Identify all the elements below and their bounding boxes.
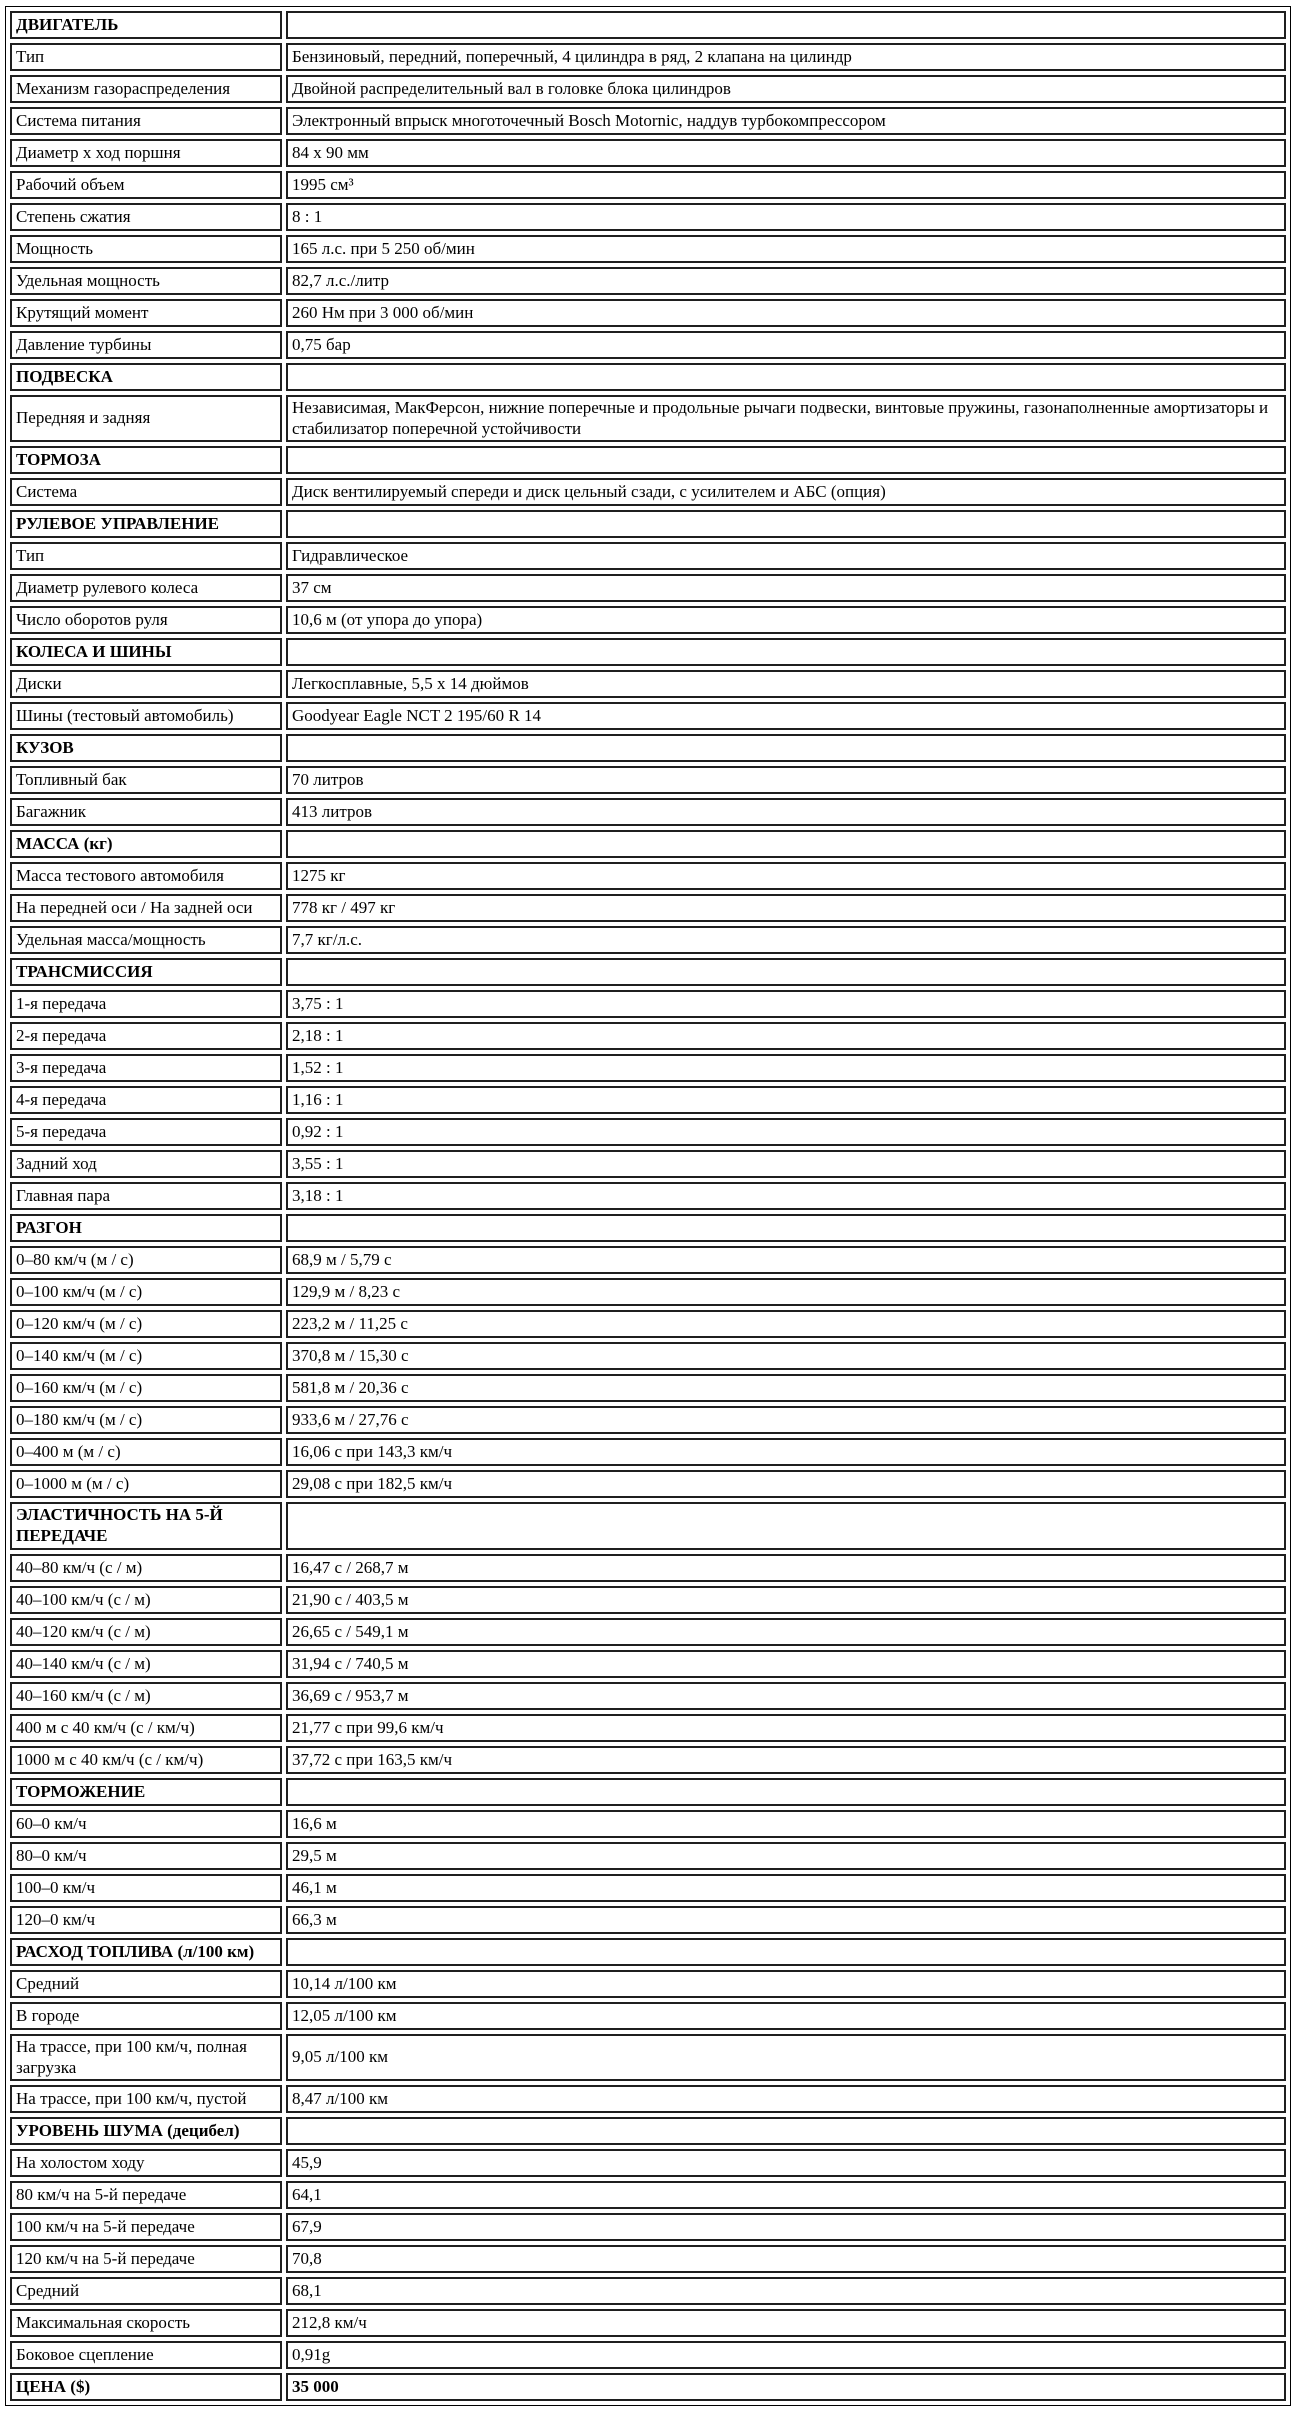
spec-value-cell: 370,8 м / 15,30 с [286, 1342, 1286, 1370]
section-row [10, 830, 1286, 858]
spec-label-cell: Система [10, 478, 282, 506]
spec-value-cell: 37 см [286, 574, 1286, 602]
spec-row [10, 2213, 1286, 2241]
spec-label-cell: Система питания [10, 107, 282, 135]
spec-value-cell: 68,1 [286, 2277, 1286, 2305]
section-row [10, 638, 1286, 666]
spec-value-cell: 45,9 [286, 2149, 1286, 2177]
spec-row [10, 2034, 1286, 2081]
spec-row [10, 1278, 1286, 1306]
spec-value-cell: 7,7 кг/л.с. [286, 926, 1286, 954]
spec-row [10, 43, 1286, 71]
spec-row [10, 1842, 1286, 1870]
spec-label-cell: Топливный бак [10, 766, 282, 794]
section-row [10, 958, 1286, 986]
spec-row [10, 862, 1286, 890]
spec-label-cell: Масса тестового автомобиля [10, 862, 282, 890]
spec-row [10, 2309, 1286, 2337]
spec-label-cell: 0–180 км/ч (м / с) [10, 1406, 282, 1434]
spec-row [10, 574, 1286, 602]
spec-label-cell: Механизм газораспределения [10, 75, 282, 103]
section-header-cell: ПОДВЕСКА [10, 363, 282, 391]
spec-row [10, 1182, 1286, 1210]
section-value-cell [286, 830, 1286, 858]
spec-row [10, 926, 1286, 954]
section-header-cell: РАСХОД ТОПЛИВА (л/100 км) [10, 1938, 282, 1966]
spec-row [10, 606, 1286, 634]
spec-value-cell: 70,8 [286, 2245, 1286, 2273]
spec-label-cell: 120 км/ч на 5-й передаче [10, 2245, 282, 2273]
spec-value-cell: 37,72 с при 163,5 км/ч [286, 1746, 1286, 1774]
spec-value-cell: 0,92 : 1 [286, 1118, 1286, 1146]
section-header-cell: КОЛЕСА И ШИНЫ [10, 638, 282, 666]
spec-value-cell: 223,2 м / 11,25 с [286, 1310, 1286, 1338]
spec-label-cell: Крутящий момент [10, 299, 282, 327]
spec-value-cell: 46,1 м [286, 1874, 1286, 1902]
spec-value-cell: 66,3 м [286, 1906, 1286, 1934]
spec-value-cell: 260 Нм при 3 000 об/мин [286, 299, 1286, 327]
section-row [10, 2373, 1286, 2401]
spec-row [10, 1554, 1286, 1582]
spec-value-cell: 129,9 м / 8,23 с [286, 1278, 1286, 1306]
spec-label-cell: 0–140 км/ч (м / с) [10, 1342, 282, 1370]
section-value-cell [286, 1938, 1286, 1966]
spec-label-cell: 40–160 км/ч (с / м) [10, 1682, 282, 1710]
section-header-cell: ТОРМОЖЕНИЕ [10, 1778, 282, 1806]
spec-row [10, 1374, 1286, 1402]
spec-label-cell: Давление турбины [10, 331, 282, 359]
spec-label-cell: 40–120 км/ч (с / м) [10, 1618, 282, 1646]
spec-row [10, 1470, 1286, 1498]
section-value-cell [286, 734, 1286, 762]
spec-value-cell: 21,90 с / 403,5 м [286, 1586, 1286, 1614]
spec-value-cell: 31,94 с / 740,5 м [286, 1650, 1286, 1678]
spec-label-cell: 2-я передача [10, 1022, 282, 1050]
spec-label-cell: Диаметр рулевого колеса [10, 574, 282, 602]
spec-label-cell: 40–80 км/ч (с / м) [10, 1554, 282, 1582]
spec-value-cell: 165 л.с. при 5 250 об/мин [286, 235, 1286, 263]
spec-value-cell: 70 литров [286, 766, 1286, 794]
spec-row [10, 1970, 1286, 1998]
section-value-cell [286, 11, 1286, 39]
spec-row [10, 299, 1286, 327]
spec-value-cell: 581,8 м / 20,36 с [286, 1374, 1286, 1402]
spec-row [10, 1682, 1286, 1710]
spec-value-cell: Гидравлическое [286, 542, 1286, 570]
spec-label-cell: Тип [10, 542, 282, 570]
spec-value-cell: 0,75 бар [286, 331, 1286, 359]
spec-row [10, 798, 1286, 826]
spec-value-cell: 3,55 : 1 [286, 1150, 1286, 1178]
spec-label-cell: Багажник [10, 798, 282, 826]
spec-row [10, 1714, 1286, 1742]
spec-row [10, 1586, 1286, 1614]
spec-row [10, 1246, 1286, 1274]
spec-label-cell: Задний ход [10, 1150, 282, 1178]
spec-value-cell: Диск вентилируемый спереди и диск цельный сзади, с усилителем и АБС (опция) [286, 478, 1286, 506]
spec-value-cell: 36,69 с / 953,7 м [286, 1682, 1286, 1710]
spec-label-cell: На передней оси / На задней оси [10, 894, 282, 922]
spec-row [10, 395, 1286, 442]
spec-label-cell: 5-я передача [10, 1118, 282, 1146]
spec-label-cell: На трассе, при 100 км/ч, пустой [10, 2085, 282, 2113]
spec-row [10, 1086, 1286, 1114]
spec-label-cell: Боковое сцепление [10, 2341, 282, 2369]
spec-row [10, 1342, 1286, 1370]
section-header-cell: КУЗОВ [10, 734, 282, 762]
spec-label-cell: 0–120 км/ч (м / с) [10, 1310, 282, 1338]
section-value-cell [286, 638, 1286, 666]
spec-label-cell: Удельная масса/мощность [10, 926, 282, 954]
spec-value-cell: 933,6 м / 27,76 с [286, 1406, 1286, 1434]
section-header-cell: ЭЛАСТИЧНОСТЬ НА 5-Й ПЕРЕДАЧЕ [10, 1502, 282, 1549]
spec-row [10, 2149, 1286, 2177]
car-specs-table [5, 6, 1291, 2406]
spec-value-cell: 1995 см³ [286, 171, 1286, 199]
section-row [10, 363, 1286, 391]
spec-value-cell: 10,14 л/100 км [286, 1970, 1286, 1998]
spec-row [10, 235, 1286, 263]
section-value-cell [286, 446, 1286, 474]
spec-row [10, 267, 1286, 295]
spec-label-cell: 120–0 км/ч [10, 1906, 282, 1934]
spec-row [10, 1054, 1286, 1082]
section-header-cell: РУЛЕВОЕ УПРАВЛЕНИЕ [10, 510, 282, 538]
spec-row [10, 702, 1286, 730]
spec-value-cell: 3,18 : 1 [286, 1182, 1286, 1210]
spec-row [10, 2002, 1286, 2030]
spec-row [10, 2341, 1286, 2369]
spec-label-cell: Средний [10, 2277, 282, 2305]
spec-row [10, 203, 1286, 231]
spec-row [10, 1874, 1286, 1902]
spec-value-cell: 84 х 90 мм [286, 139, 1286, 167]
spec-row [10, 2245, 1286, 2273]
spec-label-cell: 40–100 км/ч (с / м) [10, 1586, 282, 1614]
spec-value-cell: 1275 кг [286, 862, 1286, 890]
spec-label-cell: На холостом ходу [10, 2149, 282, 2177]
spec-value-cell: 82,7 л.с./литр [286, 267, 1286, 295]
spec-row [10, 1906, 1286, 1934]
section-header-cell: ДВИГАТЕЛЬ [10, 11, 282, 39]
spec-value-cell: 68,9 м / 5,79 с [286, 1246, 1286, 1274]
spec-row [10, 1310, 1286, 1338]
section-value-cell [286, 1778, 1286, 1806]
spec-value-cell: 29,08 с при 182,5 км/ч [286, 1470, 1286, 1498]
spec-value-cell: 1,16 : 1 [286, 1086, 1286, 1114]
spec-label-cell: 1-я передача [10, 990, 282, 1018]
spec-row [10, 1810, 1286, 1838]
section-row [10, 1938, 1286, 1966]
spec-row [10, 478, 1286, 506]
spec-row [10, 1022, 1286, 1050]
spec-value-cell: 8 : 1 [286, 203, 1286, 231]
spec-value-cell: 29,5 м [286, 1842, 1286, 1870]
spec-value-cell: 16,47 с / 268,7 м [286, 1554, 1286, 1582]
section-header-cell: ТОРМОЗА [10, 446, 282, 474]
spec-value-cell: Независимая, МакФерсон, нижние поперечные и продольные рычаги подвески, винтовые пружины, газонаполненные амортизаторы и стабилизатор поперечной устойчивости [286, 395, 1286, 442]
spec-table-body [10, 11, 1286, 2401]
spec-label-cell: Средний [10, 1970, 282, 1998]
spec-label-cell: 4-я передача [10, 1086, 282, 1114]
spec-row [10, 139, 1286, 167]
section-row [10, 1214, 1286, 1242]
spec-label-cell: Максимальная скорость [10, 2309, 282, 2337]
section-header-cell: ЦЕНА ($) [10, 2373, 282, 2401]
section-value-cell [286, 1214, 1286, 1242]
spec-value-cell: 12,05 л/100 км [286, 2002, 1286, 2030]
spec-label-cell: 40–140 км/ч (с / м) [10, 1650, 282, 1678]
section-row [10, 446, 1286, 474]
section-header-cell: ТРАНСМИССИЯ [10, 958, 282, 986]
spec-label-cell: Степень сжатия [10, 203, 282, 231]
section-header-cell: УРОВЕНЬ ШУМА (децибел) [10, 2117, 282, 2145]
spec-value-cell: 778 кг / 497 кг [286, 894, 1286, 922]
spec-row [10, 1438, 1286, 1466]
spec-row [10, 2085, 1286, 2113]
spec-value-cell: 16,06 с при 143,3 км/ч [286, 1438, 1286, 1466]
spec-label-cell: Шины (тестовый автомобиль) [10, 702, 282, 730]
spec-row [10, 1746, 1286, 1774]
spec-row [10, 1618, 1286, 1646]
spec-row [10, 670, 1286, 698]
spec-label-cell: Число оборотов руля [10, 606, 282, 634]
spec-value-cell: 10,6 м (от упора до упора) [286, 606, 1286, 634]
spec-row [10, 1406, 1286, 1434]
spec-row [10, 1650, 1286, 1678]
spec-value-cell: 2,18 : 1 [286, 1022, 1286, 1050]
spec-label-cell: 80 км/ч на 5-й передаче [10, 2181, 282, 2209]
section-value-cell [286, 2117, 1286, 2145]
spec-value-cell: 64,1 [286, 2181, 1286, 2209]
spec-value-cell: 26,65 с / 549,1 м [286, 1618, 1286, 1646]
section-row [10, 2117, 1286, 2145]
spec-label-cell: 0–160 км/ч (м / с) [10, 1374, 282, 1402]
section-row [10, 510, 1286, 538]
spec-label-cell: 100 км/ч на 5-й передаче [10, 2213, 282, 2241]
spec-label-cell: Рабочий объем [10, 171, 282, 199]
spec-value-cell: 67,9 [286, 2213, 1286, 2241]
spec-label-cell: 3-я передача [10, 1054, 282, 1082]
spec-row [10, 1150, 1286, 1178]
spec-label-cell: 100–0 км/ч [10, 1874, 282, 1902]
spec-label-cell: 0–1000 м (м / с) [10, 1470, 282, 1498]
spec-row [10, 542, 1286, 570]
spec-label-cell: 400 м с 40 км/ч (с / км/ч) [10, 1714, 282, 1742]
section-value-cell [286, 1502, 1286, 1549]
spec-row [10, 894, 1286, 922]
spec-label-cell: 80–0 км/ч [10, 1842, 282, 1870]
spec-row [10, 2277, 1286, 2305]
spec-row [10, 2181, 1286, 2209]
spec-label-cell: 1000 м с 40 км/ч (с / км/ч) [10, 1746, 282, 1774]
spec-value-cell: Goodyear Eagle NCT 2 195/60 R 14 [286, 702, 1286, 730]
spec-label-cell: 60–0 км/ч [10, 1810, 282, 1838]
spec-value-cell: 8,47 л/100 км [286, 2085, 1286, 2113]
spec-label-cell: Тип [10, 43, 282, 71]
spec-value-cell: Двойной распределительный вал в головке блока цилиндров [286, 75, 1286, 103]
spec-label-cell: Передняя и задняя [10, 395, 282, 442]
spec-label-cell: На трассе, при 100 км/ч, полная загрузка [10, 2034, 282, 2081]
section-value-cell [286, 363, 1286, 391]
section-row [10, 11, 1286, 39]
spec-value-cell: 0,91g [286, 2341, 1286, 2369]
spec-label-cell: Диски [10, 670, 282, 698]
spec-label-cell: 0–100 км/ч (м / с) [10, 1278, 282, 1306]
section-value-cell [286, 958, 1286, 986]
spec-label-cell: 0–400 м (м / с) [10, 1438, 282, 1466]
spec-label-cell: Диаметр х ход поршня [10, 139, 282, 167]
section-row [10, 1778, 1286, 1806]
spec-value-cell: 21,77 с при 99,6 км/ч [286, 1714, 1286, 1742]
spec-label-cell: Главная пара [10, 1182, 282, 1210]
spec-row [10, 331, 1286, 359]
spec-row [10, 171, 1286, 199]
section-value-cell: 35 000 [286, 2373, 1286, 2401]
spec-value-cell: 212,8 км/ч [286, 2309, 1286, 2337]
spec-value-cell: 3,75 : 1 [286, 990, 1286, 1018]
spec-label-cell: В городе [10, 2002, 282, 2030]
spec-value-cell: 16,6 м [286, 1810, 1286, 1838]
spec-row [10, 75, 1286, 103]
spec-label-cell: Удельная мощность [10, 267, 282, 295]
section-row [10, 1502, 1286, 1549]
section-header-cell: МАССА (кг) [10, 830, 282, 858]
spec-value-cell: 413 литров [286, 798, 1286, 826]
section-value-cell [286, 510, 1286, 538]
spec-row [10, 990, 1286, 1018]
spec-row [10, 1118, 1286, 1146]
section-header-cell: РАЗГОН [10, 1214, 282, 1242]
spec-value-cell: Электронный впрыск многоточечный Bosch Motornic, наддув турбокомпрессором [286, 107, 1286, 135]
section-row [10, 734, 1286, 762]
spec-value-cell: Бензиновый, передний, поперечный, 4 цилиндра в ряд, 2 клапана на цилиндр [286, 43, 1286, 71]
spec-label-cell: 0–80 км/ч (м / с) [10, 1246, 282, 1274]
spec-row [10, 107, 1286, 135]
spec-value-cell: 9,05 л/100 км [286, 2034, 1286, 2081]
spec-value-cell: Легкосплавные, 5,5 х 14 дюймов [286, 670, 1286, 698]
spec-label-cell: Мощность [10, 235, 282, 263]
spec-value-cell: 1,52 : 1 [286, 1054, 1286, 1082]
spec-row [10, 766, 1286, 794]
